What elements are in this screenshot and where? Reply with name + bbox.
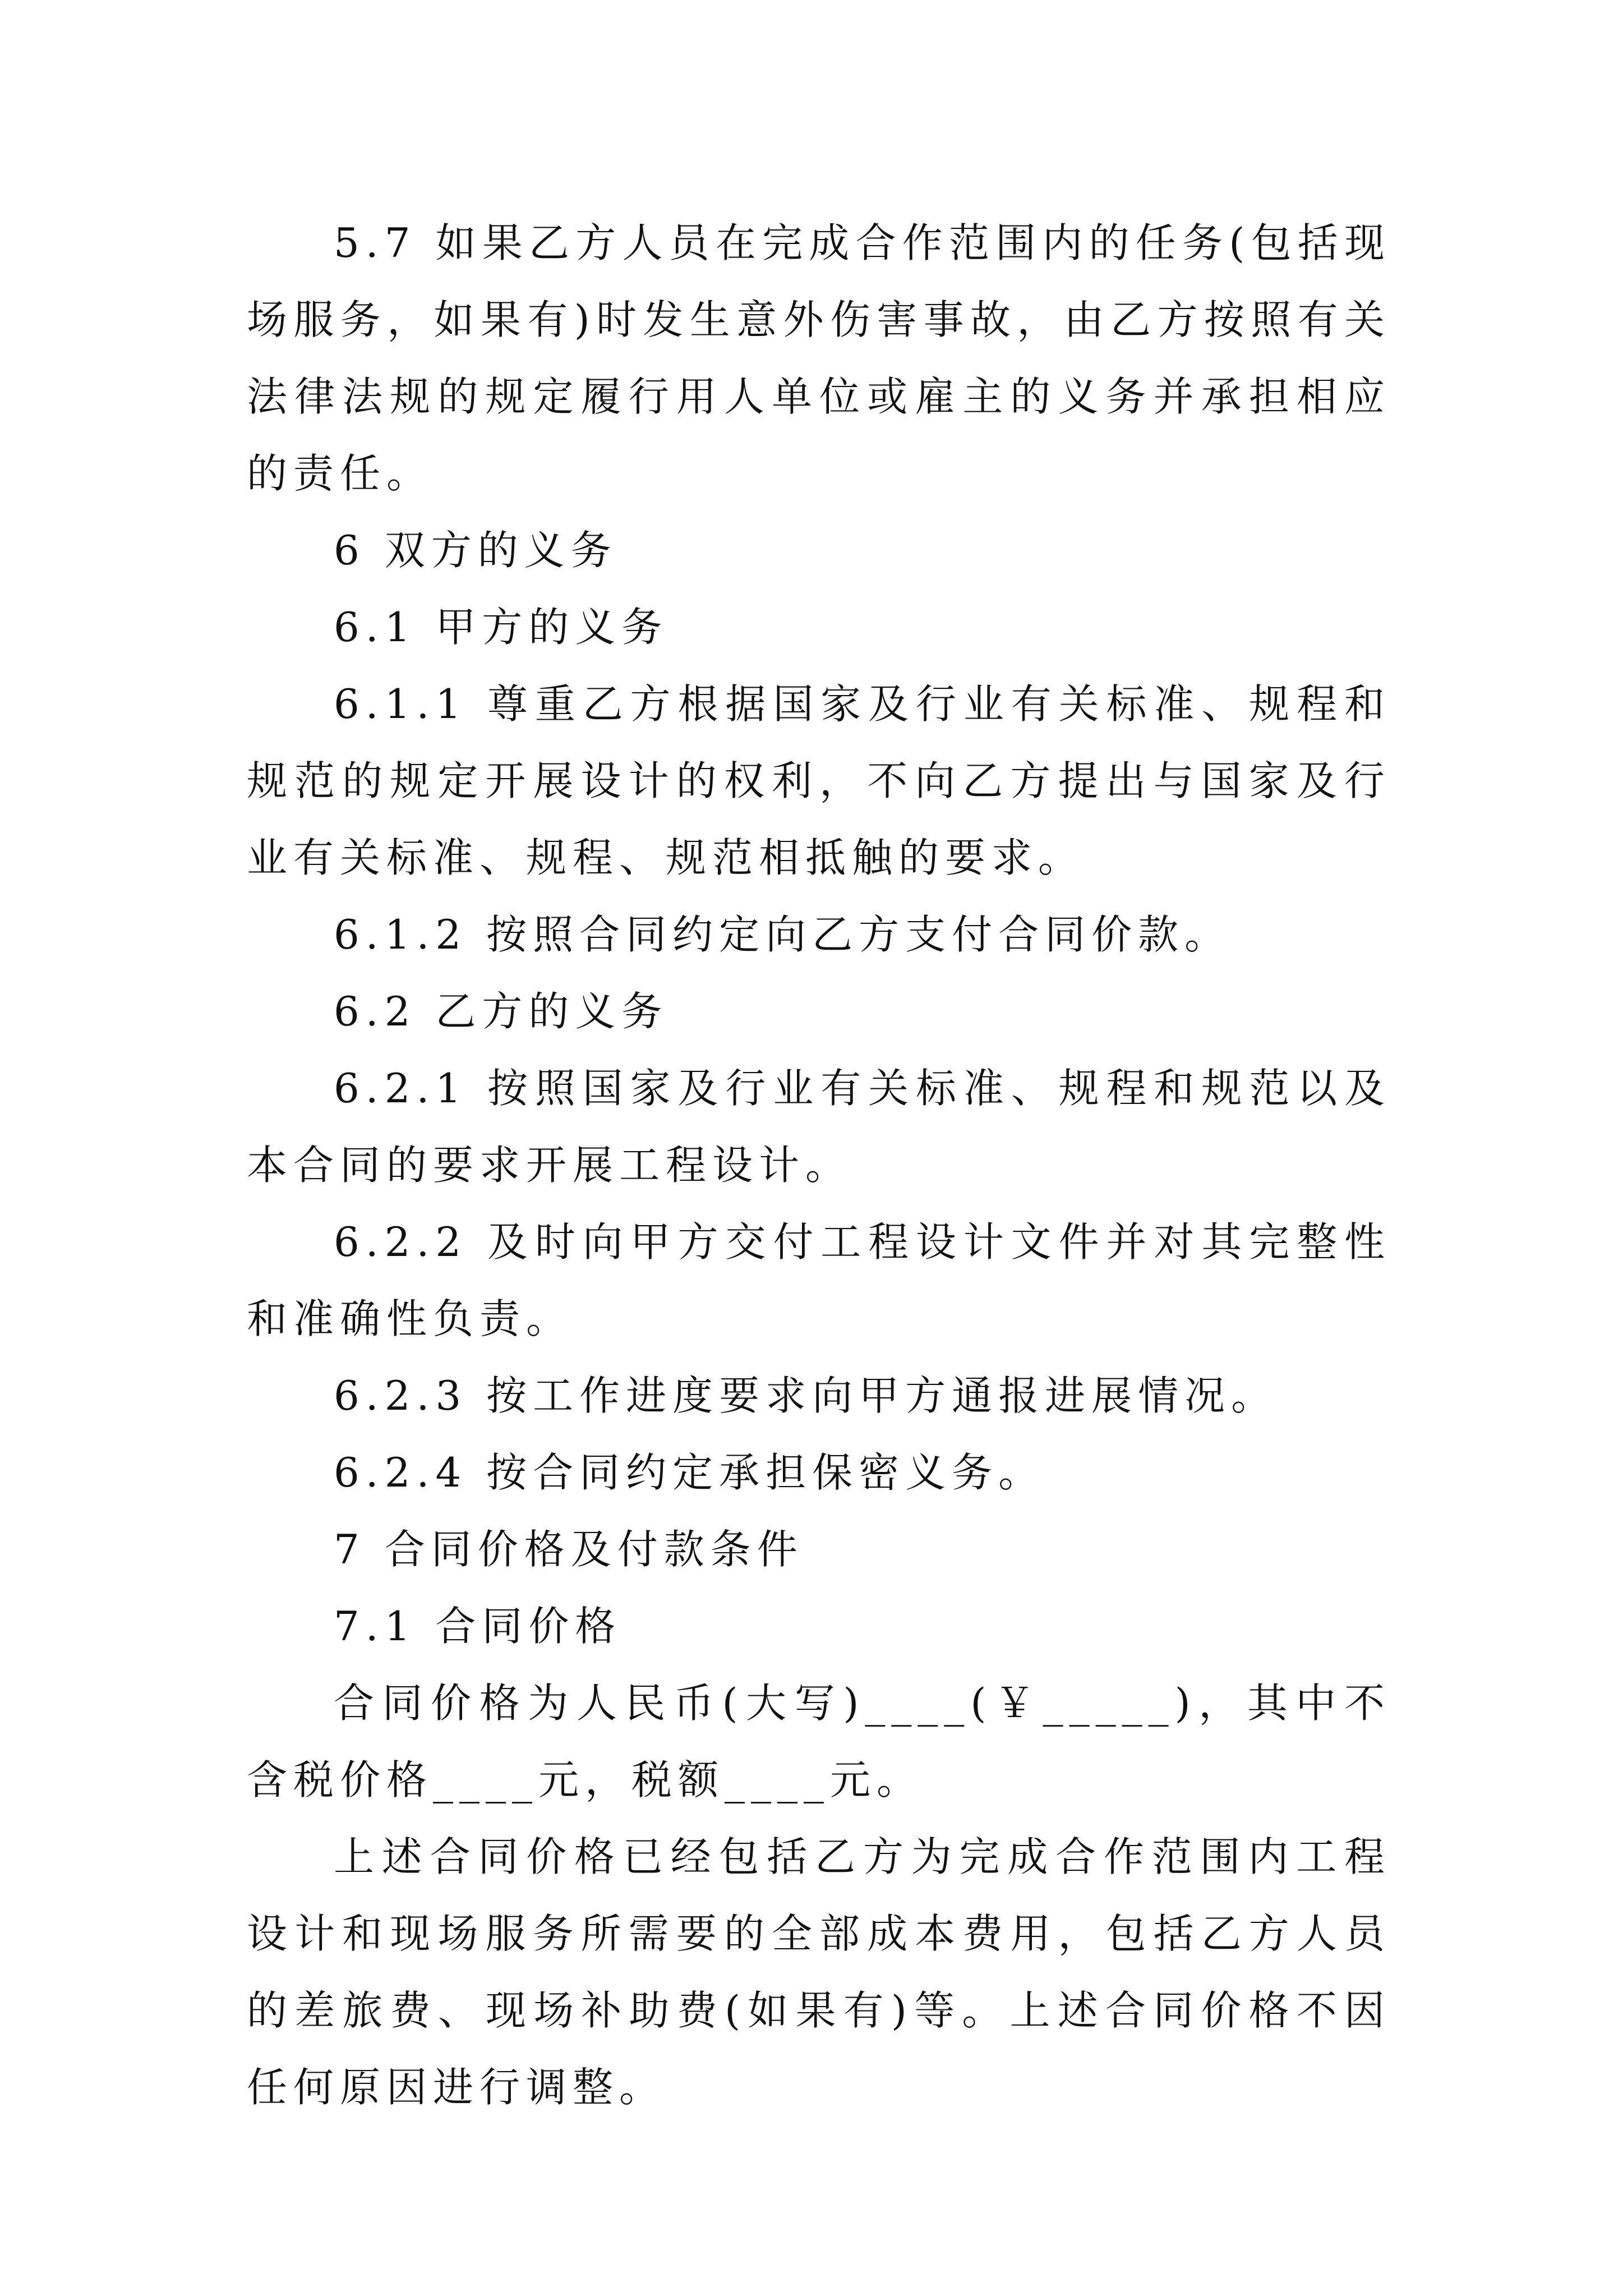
clause-5-7: 5.7 如果乙方人员在完成合作范围内的任务(包括现场服务，如果有)时发生意外伤害事故，由乙方按照有关法律法规的规定履行用人单位或雇主的义务并承担相应的责任。 bbox=[247, 219, 1391, 497]
section-6-heading: 6 双方的义务 bbox=[334, 527, 617, 574]
clause-6-2-4: 6.2.4 按合同约定承担保密义务。 bbox=[334, 1449, 1045, 1496]
section-7-1-heading: 7.1 合同价格 bbox=[334, 1603, 622, 1650]
clause-6-1-1: 6.1.1 尊重乙方根据国家及行业有关标准、规程和规范的规定开展设计的权利，不向乙方提出与国家及行业有关标准、规程、规范相抵触的要求。 bbox=[247, 680, 1391, 881]
contract-price-paragraph: 合同价格为人民币(大写)____(￥_____)，其中不含税价格____元，税额____元。 bbox=[247, 1680, 1391, 1803]
document-body bbox=[247, 205, 1391, 2126]
section-6-2-heading: 6.2 乙方的义务 bbox=[334, 988, 668, 1035]
clause-6-2-1: 6.2.1 按照国家及行业有关标准、规程和规范以及本合同的要求开展工程设计。 bbox=[247, 1065, 1391, 1189]
section-6-1-heading: 6.1 甲方的义务 bbox=[334, 604, 668, 651]
clause-6-2-2: 6.2.2 及时向甲方交付工程设计文件并对其完整性和准确性负责。 bbox=[247, 1218, 1391, 1342]
section-7-heading: 7 合同价格及付款条件 bbox=[334, 1526, 804, 1573]
clause-6-1-2: 6.1.2 按照合同约定向乙方支付合同价款。 bbox=[334, 911, 1232, 958]
price-inclusion-paragraph: 上述合同价格已经包括乙方为完成合作范围内工程设计和现场服务所需要的全部成本费用，包括乙方人员的差旅费、现场补助费(如果有)等。上述合同价格不因任何原因进行调整。 bbox=[247, 1833, 1391, 2111]
clause-6-2-3: 6.2.3 按工作进度要求向甲方通报进展情况。 bbox=[334, 1372, 1278, 1419]
